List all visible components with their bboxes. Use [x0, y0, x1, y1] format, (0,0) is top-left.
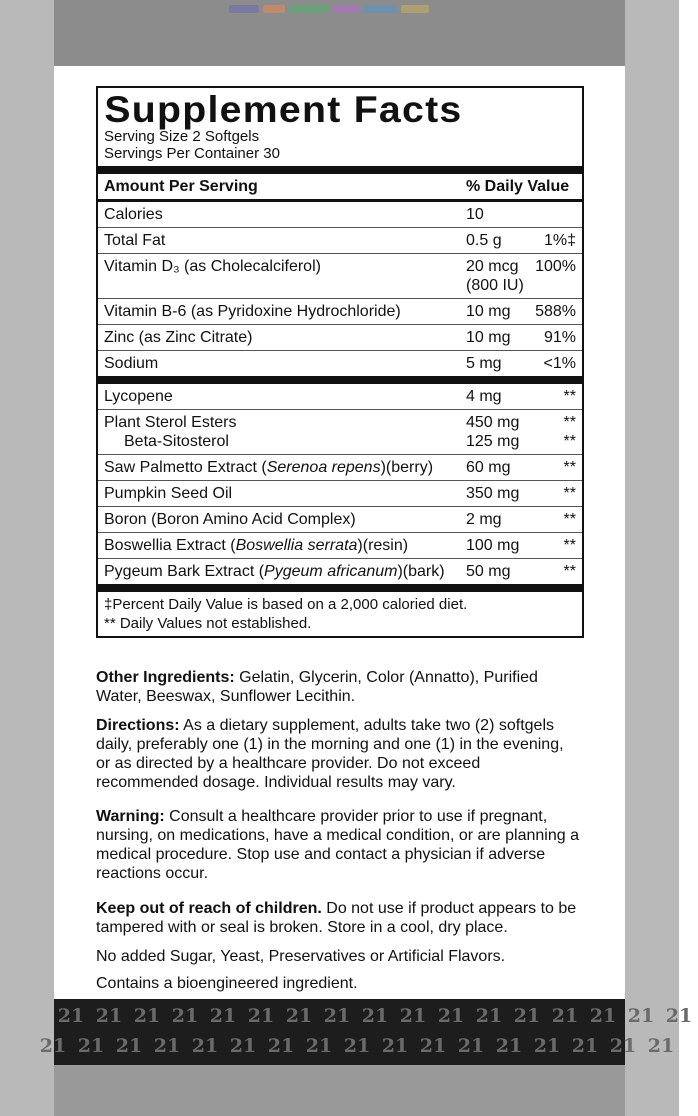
- footnote-not-established: ** Daily Values not established.: [104, 615, 312, 632]
- brand-mark: 21: [153, 1035, 181, 1057]
- nutrient-dv: 588%: [535, 303, 576, 320]
- ingredient-dv: **: [563, 563, 576, 580]
- ingredient-amount: 2 mg: [466, 511, 502, 528]
- brand-mark: 21: [381, 1035, 409, 1057]
- warning: [96, 807, 580, 883]
- ingredient-dv: [564, 413, 576, 451]
- ingredient-name: Boswellia Extract (Boswellia serrata)(resin): [104, 537, 409, 554]
- brand-mark: 21: [571, 1035, 599, 1057]
- brand-mark: 21: [665, 1005, 693, 1027]
- ingredient-amount: 350 mg: [466, 485, 520, 502]
- brand-mark: 21: [285, 1005, 313, 1027]
- brand-mark: 21: [457, 1035, 485, 1057]
- brand-mark: 21: [209, 1005, 237, 1027]
- ingredient-amount: 4 mg: [466, 388, 502, 405]
- ingredient-dv: **: [563, 511, 576, 528]
- directions-label: Directions:: [96, 717, 180, 734]
- ingredient-name: Pumpkin Seed Oil: [104, 485, 233, 502]
- brand-mark: 21: [133, 1005, 161, 1027]
- table-row: [98, 384, 582, 410]
- header-dv: % Daily Value: [466, 178, 570, 195]
- table-row: [98, 325, 582, 351]
- ingredient-name: Pygeum Bark Extract (Pygeum africanum)(bark): [104, 563, 445, 580]
- brand-mark: 21: [609, 1035, 637, 1057]
- brand-mark: 21: [589, 1005, 617, 1027]
- nutrient-dv: 100%: [535, 258, 576, 275]
- table-row: [98, 202, 582, 228]
- ingredient-amount: 100 mg: [466, 537, 520, 554]
- thick-divider: [98, 166, 582, 174]
- brand-mark: 21: [39, 1035, 67, 1057]
- thick-divider: [98, 584, 582, 592]
- brand-mark: 21: [229, 1035, 257, 1057]
- nutrient-amount: 10 mg: [466, 329, 511, 346]
- ingredient-dv: **: [563, 388, 576, 405]
- header-amount: Amount Per Serving: [104, 178, 258, 195]
- brand-mark: 21: [513, 1005, 541, 1027]
- brand-mark: 21: [95, 1005, 123, 1027]
- brand-mark: 21: [267, 1035, 295, 1057]
- brand-mark: 21: [77, 1035, 105, 1057]
- bioengineered-statement: Contains a bioengineered ingredient.: [96, 975, 358, 992]
- brand-mark: 21: [305, 1035, 333, 1057]
- facts-title: Supplement Facts: [104, 89, 463, 130]
- brand-mark: 21: [247, 1005, 275, 1027]
- ingredient-amount: 60 mg: [466, 459, 511, 476]
- table-row: [98, 351, 582, 376]
- table-row: [98, 559, 582, 584]
- ingredient-name: Boron (Boron Amino Acid Complex): [104, 511, 356, 528]
- ingredient-dv: **: [563, 537, 576, 554]
- ingredient-dv: **: [563, 459, 576, 476]
- nutrient-name: Sodium: [104, 355, 159, 372]
- nutrient-name: Vitamin D₃ (as Cholecalciferol): [104, 258, 321, 275]
- supplement-facts-panel: [96, 86, 584, 638]
- no-added-statement: No added Sugar, Yeast, Preservatives or Artificial Flavors.: [96, 948, 506, 965]
- ingredient-amount: [466, 413, 519, 451]
- nutrient-name: Vitamin B-6 (as Pyridoxine Hydrochloride): [104, 303, 401, 320]
- ingredient-amount: 50 mg: [466, 563, 511, 580]
- brand-mark: 21: [171, 1005, 199, 1027]
- ingredient-name: Saw Palmetto Extract (Serenoa repens)(berry): [104, 459, 434, 476]
- brand-mark: 21: [437, 1005, 465, 1027]
- servings-per-container: Servings Per Container 30: [104, 145, 280, 162]
- thick-divider: [98, 376, 582, 384]
- ingredient-amount-line1: 450 mg: [466, 414, 520, 431]
- nutrient-name: Total Fat: [104, 232, 166, 249]
- table-row: [98, 410, 582, 455]
- brand-mark: 21: [533, 1035, 561, 1057]
- brand-mark: 21: [399, 1005, 427, 1027]
- warning-label: Warning:: [96, 808, 165, 825]
- brand-mark: 21: [323, 1005, 351, 1027]
- serving-size: Serving Size 2 Softgels: [104, 128, 260, 145]
- brand-mark: 21: [191, 1035, 219, 1057]
- ingredient-name: Lycopene: [104, 388, 173, 405]
- other-ingredients: [96, 668, 580, 706]
- nutrient-name: Calories: [104, 206, 163, 223]
- table-row: [98, 507, 582, 533]
- table-header: [98, 174, 582, 202]
- brand-mark: 21: [115, 1035, 143, 1057]
- ingredient-dv-line2: **: [563, 433, 576, 450]
- right-border: [625, 0, 679, 1116]
- nutrient-amount: 10 mg: [466, 303, 511, 320]
- brand-mark: 21: [627, 1005, 655, 1027]
- nutrient-dv: 91%: [543, 329, 576, 346]
- ingredient-dv: **: [563, 485, 576, 502]
- keep-out-label: Keep out of reach of children.: [96, 900, 322, 917]
- table-row: [98, 228, 582, 254]
- table-row: [98, 481, 582, 507]
- other-ingredients-text: Gelatin, Glycerin, Color (Annatto), Purified Water, Beeswax, Sunflower Lecithin.: [96, 669, 538, 705]
- brand-pattern-band: [39, 999, 693, 1065]
- nutrient-amount: 10: [466, 206, 484, 223]
- nutrient-amount-line2: (800 IU): [466, 277, 524, 294]
- keep-out-of-reach: [96, 899, 580, 937]
- table-row: [98, 299, 582, 325]
- ingredient-amount-line2: 125 mg: [466, 433, 520, 450]
- brand-pattern-row: [52, 1005, 698, 1027]
- brand-mark: 21: [551, 1005, 579, 1027]
- bottom-strip: [54, 1065, 625, 1116]
- table-row: [98, 455, 582, 481]
- nutrient-amount: 5 mg: [466, 355, 502, 372]
- brand-mark: 21: [419, 1035, 447, 1057]
- brand-pattern-row: [34, 1035, 680, 1057]
- supplement-label: [92, 66, 588, 998]
- table-row: [98, 533, 582, 559]
- nutrient-amount-line1: 20 mcg: [466, 258, 519, 275]
- ingredient-subname: Beta-Sitosterol: [124, 433, 229, 450]
- brand-mark: 21: [475, 1005, 503, 1027]
- brand-mark: 21: [495, 1035, 523, 1057]
- keep-out-text: Do not use if product appears to be tampered with or seal is broken. Store in a cool, dry place.: [96, 900, 577, 936]
- footnote-dv: ‡Percent Daily Value is based on a 2,000 caloried diet.: [104, 596, 468, 613]
- top-logo-fragment: [229, 0, 459, 12]
- ingredient-dv-line1: **: [563, 414, 576, 431]
- table-row: [98, 254, 582, 299]
- other-ingredients-label: Other Ingredients:: [96, 669, 235, 686]
- directions: [96, 716, 580, 792]
- nutrient-dv: <1%: [543, 355, 576, 372]
- nutrient-amount: 0.5 g: [466, 232, 502, 249]
- nutrient-amount: [466, 257, 524, 295]
- nutrient-name: Zinc (as Zinc Citrate): [104, 329, 253, 346]
- nutrient-dv: 1%‡: [543, 232, 576, 249]
- ingredient-name: Plant Sterol Esters: [104, 414, 237, 431]
- warning-text: Consult a healthcare provider prior to use if pregnant, nursing, on medications, have a medical condition, or are planning a medical procedure. Stop use and contact a physician if adverse reactions occur.: [96, 808, 579, 882]
- left-border: [0, 0, 54, 1116]
- brand-mark: 21: [361, 1005, 389, 1027]
- brand-mark: 21: [343, 1035, 371, 1057]
- directions-text: As a dietary supplement, adults take two (2) softgels daily, preferably one (1) in the morning and one (1) in the evening, or as directed by a healthcare provider. Do not exceed recommended dosage. Individual results may vary.: [96, 717, 564, 791]
- top-strip: [54, 0, 625, 66]
- brand-mark: 21: [647, 1035, 675, 1057]
- brand-mark: 21: [57, 1005, 85, 1027]
